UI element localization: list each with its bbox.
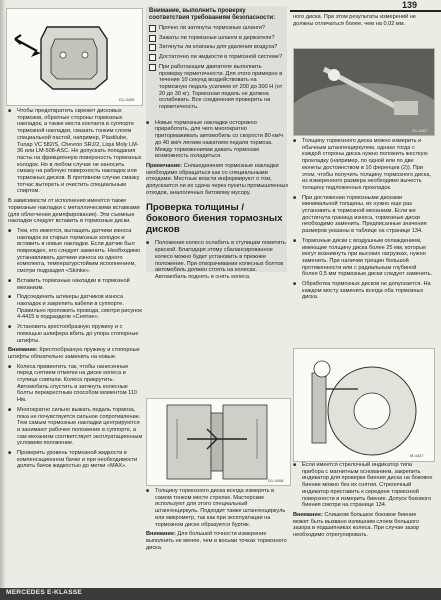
- column-right-mid: [293, 138, 433, 304]
- paragraph: ■ Толщину тормозного диска всегда измерять в самом тонком месте стрелке. Мастерские используют для этого специальный штангенциркуль. Подходит также штангенциркуль или микрометр, так как при эксплуатации на тормозном диске образуется буртик.: [146, 488, 289, 528]
- paragraph: ■ Установить крестообразную пружину и с помощью шлифера вбить до упора стопорные штифты.: [8, 324, 143, 344]
- paragraph: ■ Проверить уровень тормозной жидкости в компенсационном бачке и при необходимости долить бачок жидкостью до метки «MAX».: [8, 450, 143, 470]
- figure-tag: M-4437: [410, 453, 424, 458]
- warning-text: Для большей точности измерение выполнить не менее, чем в восьми точках тормозного диска.: [146, 531, 287, 551]
- checklist-item: Прочно ли затянуты тормозные шланги?: [149, 25, 286, 32]
- column-left: [8, 108, 143, 473]
- checklist-item: Зажаты ли тормозные шланги в держателе?: [149, 35, 286, 42]
- paragraph: ■ Подсоединить штекеры датчиков износа накладок и закрепить кабели в суппорте. Правильно проложить провода, смотри рисунок 4-4415 в подразделе «Снятие».: [8, 294, 143, 321]
- warning-paragraph: [293, 512, 433, 539]
- checklist-item: При работающем двигателе выполнить проверку герметичности. Для этого примерно в течение 10 секунд воздействовать на тормозную педаль усилием от 200 до 300 Н (от 20 до 30 кг). Тормозная педаль не должна ослабевать. Все соединения проверить на герметичность.: [149, 64, 286, 111]
- warning-label: Внимание:: [293, 511, 323, 518]
- paragraph: ■ Толщину тормозного диска можно измерить и обычным штангенциркулем, однако тогда с каждой стороны диска нужно положить жесткую прокладку (например, по одной или по две монеты достоинством в 10 ференцев (2)). При этом, чтобы получить толщину тормозного диска, из измеренного размера необходимо вычесть толщину подложенных прокладок.: [293, 138, 433, 192]
- dial-indicator-figure: [293, 348, 435, 462]
- checklist-item: Затянуты ли клапаны для удаления воздуха?: [149, 44, 286, 51]
- paragraph: ■ Положение колесо ослабить в ступицам пометить краской. Благодаря этому сбалансированное колесо можно будет установить в прежнее положение. При отворачивании колесных болтов автомобиль должен стоять на колесах. Автомобиль поднять и снять колеса.: [146, 240, 289, 280]
- warning-paragraph: [146, 531, 289, 551]
- column-middle: [146, 6, 289, 284]
- footer-bar: [0, 588, 441, 600]
- disc-thickness-figure: [146, 398, 291, 486]
- dial-indicator-drawing: [294, 349, 434, 461]
- warning-label: Внимание:: [8, 347, 38, 354]
- warning-label: Внимание:: [146, 531, 176, 538]
- paragraph: ■ Обработка тормозных дисков не допускается. На каждом мосту заменить всегда оба тормозных диска.: [293, 281, 433, 301]
- note-paragraph: [146, 163, 289, 197]
- footer-title: MERCEDES E-KLASSE: [6, 589, 82, 596]
- paragraph: ного диска. При этом результаты измерений не должны отличаться более, чем на 0,02 мм.: [293, 14, 416, 27]
- column-right-bottom: [293, 462, 433, 542]
- warning-paragraph: [8, 347, 143, 360]
- header-rule: [290, 10, 441, 12]
- brake-pad-drawing: [7, 9, 142, 105]
- paragraph: ■ Чтобы предотвратить скрежет дисковых тормозов, обратные стороны тормозных накладок, а также места контакта в суппорте тормозной накладки, смазать тонким слоем специальной пастой, например, Plastilube, Tunap VC 582/S, Chevron SRJ/2, Liqui Moly LM-36 или LM-508-ASC. Не допускать попадания пасты на фрикционную поверхность тормозных колодок. Но в любом случае не наносить смазку на рабочую поверхность накладок или тормозных дисков. В противном случае смазку тотчас вытереть и очистить специальным спиртом.: [8, 108, 143, 195]
- brake-pad-figure: [6, 8, 143, 106]
- paragraph: ■ Вставить тормозные накладки в тормозной механизм.: [8, 278, 143, 291]
- paragraph: ■ Если имеется стрелочный индикатор типа прибора с магнитным основанием, закрепить индикатор для проверки биения диска на боковое биение можно без их снятия. Стрелочный индикатор приставить к середине тормозной поверхности и измерить биение. Допуск бокового биения смотри на странице 134.: [293, 462, 433, 509]
- warning-text: Крестообразную пружину и стопорные штифты обязательно заменить на новые.: [8, 347, 140, 360]
- page-number: 139: [402, 0, 418, 10]
- paragraph: ■ Колеса привинтить так, чтобы нанесенные перед снятием отметки на диске колеса и ступице совпали. Колеса прикрутить. Автомобиль спустить и затянуть колесные болты перекрестным способом моментом 110 Нм.: [8, 364, 143, 404]
- column-middle-bottom: [146, 488, 289, 554]
- figure-tag: D1-4409: [119, 97, 135, 102]
- caliper-drawing: [147, 399, 290, 485]
- checklist-item: Достаточно ли жидкости в тормозной системе?: [149, 54, 286, 61]
- note-text: Сняшединения тормозные накладки необходимо обращаться как со специальными отходами. Местные власти информируют о том, допускается ли их сдача через пункты промышленных отходов, аналогичных битовому мусору.: [146, 162, 289, 196]
- micrometer-photo: [294, 49, 434, 135]
- paragraph: ■ Новые тормозные накладки осторожно приработать, для чего многократно притормаживать автомобиль со скорости 80 км/ч до 40 км/ч легким нажатием педали тормоза. Между торможениями давать тормозам возможность охладиться.: [146, 120, 289, 160]
- section-title: Проверка толщины / бокового биения тормозных дисков: [146, 202, 283, 236]
- paragraph: В зависимости от исполнения имеются также тормозные накладки с металлическими вставками (для облегчения демпфирования). Эти съемные накладки следует вставить в тормозные диски.: [8, 198, 140, 225]
- column-right: [293, 14, 433, 30]
- figure-tag: D1-4407: [412, 128, 428, 133]
- safety-box-title: Внимание, выполнить проверку соответствия требованиям безопасности:: [149, 8, 276, 21]
- paragraph: ■ При достижении тормозными дисками минимальной толщины, их нужно еще раз установить в тормозной механизм. Если же достигнута граница износа, тормозные диски необходимо заменить. Предписанные значения размеров указаны в таблице на странице 134.: [293, 195, 433, 235]
- paragraph: ■ Тормозные диски с воздушным охлаждением, имеющие толщину диска более 25 мм, которые могут возникнуть при высоких нагрузках, нужно заменить. При наличии трещин большой протяженности или с радиальным глубиной более 0,5 мм тормозные диски следует заменить.: [293, 238, 433, 278]
- figure-tag: D1-4408: [268, 478, 284, 483]
- micrometer-figure: [293, 48, 435, 136]
- note-label: Примечание:: [146, 162, 183, 169]
- warning-text: Слишком большое боковое биение может быть вызвано излишним слоем большого зазора в подшипниках колеса. При случае зазор необходимо отрегулировать.: [293, 511, 420, 539]
- paragraph: ■ Многократно сильно выжать педаль тормоза, пока не почувствуется сильное сопротивление. Тем самым тормозные накладки центрируются и занимают рабочее положение в суппорте, а сам механизм соответствует эксплуатационным условиям положение.: [8, 407, 143, 447]
- paragraph: ■ Тем, кто имеется, вытащить датчики износа накладок из старых тормозных колодок и вставить в новые накладки. Если датчик был поврежден, его следует заменить. Необходимо устанавливать датчики износа из одного комплекта, температурстойким исполнением, смотри подраздел «Skinke».: [8, 228, 143, 275]
